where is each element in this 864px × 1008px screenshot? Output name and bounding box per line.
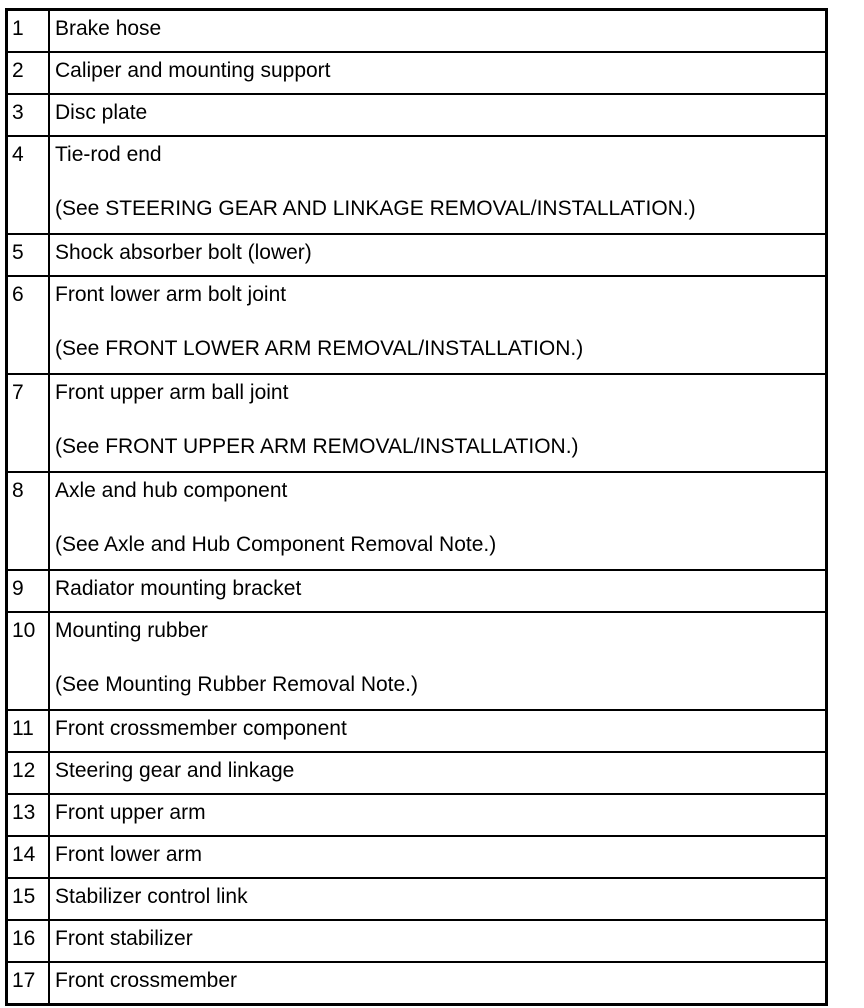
table-row [7,962,827,1005]
part-number: 4 [12,143,24,166]
table-row [7,94,827,136]
part-name: Brake hose [55,17,162,40]
part-number-cell [7,570,50,612]
part-number: 12 [12,759,36,782]
part-name: Front crossmember [55,969,238,992]
table-row [7,570,827,612]
table-row [7,836,827,878]
part-number: 15 [12,885,36,908]
part-number: 14 [12,843,36,866]
part-number-cell [7,10,50,53]
table-row [7,234,827,276]
parts-table-body [7,10,827,1005]
part-number: 8 [12,479,24,502]
part-description-cell [49,878,827,920]
table-row [7,136,827,234]
table-row [7,878,827,920]
part-name: Front stabilizer [55,927,193,950]
part-name: Stabilizer control link [55,885,248,908]
part-number-cell [7,710,50,752]
part-description-cell [49,570,827,612]
part-number: 6 [12,283,24,306]
part-name: Front lower arm bolt joint [55,283,287,306]
part-number-cell [7,962,50,1005]
part-name: Disc plate [55,101,148,124]
part-description-cell [49,52,827,94]
part-number: 13 [12,801,36,824]
part-description-cell [49,234,827,276]
part-name: Shock absorber bolt (lower) [55,241,312,264]
part-name: Mounting rubber [55,619,208,642]
part-number-cell [7,836,50,878]
table-row [7,10,827,53]
part-description-cell [49,710,827,752]
part-number-cell [7,374,50,472]
part-description-cell [49,276,827,374]
part-number-cell [7,794,50,836]
part-number-cell [7,612,50,710]
table-row [7,52,827,94]
part-name: Caliper and mounting support [55,59,331,82]
part-name: Axle and hub component [55,479,288,502]
part-number: 11 [12,717,34,740]
part-number-cell [7,276,50,374]
table-row [7,374,827,472]
part-number: 2 [12,59,24,82]
part-number-cell [7,752,50,794]
part-name: Front upper arm ball joint [55,381,289,404]
part-number: 1 [12,17,24,40]
part-description-cell [49,752,827,794]
part-number-cell [7,136,50,234]
part-reference-note: (See STEERING GEAR AND LINKAGE REMOVAL/INSTALLATION.) [55,197,696,220]
part-name: Front crossmember component [55,717,347,740]
part-number: 9 [12,577,24,600]
part-number-cell [7,94,50,136]
table-row [7,752,827,794]
part-description-cell [49,94,827,136]
part-name: Tie-rod end [55,143,162,166]
part-description-cell [49,374,827,472]
part-description-cell [49,472,827,570]
part-reference-note: (See FRONT LOWER ARM REMOVAL/INSTALLATION.) [55,337,584,360]
part-number-cell [7,920,50,962]
part-description-cell [49,136,827,234]
part-number: 7 [12,381,24,404]
part-number-cell [7,234,50,276]
part-name: Front upper arm [55,801,206,824]
part-number-cell [7,472,50,570]
table-row [7,276,827,374]
part-description-cell [49,836,827,878]
part-description-cell [49,962,827,1005]
part-name: Front lower arm [55,843,203,866]
table-row [7,794,827,836]
part-number: 3 [12,101,24,124]
parts-table [5,8,828,1006]
part-reference-note: (See Axle and Hub Component Removal Note.) [55,533,497,556]
table-row [7,920,827,962]
table-row [7,710,827,752]
part-name: Steering gear and linkage [55,759,295,782]
part-number-cell [7,52,50,94]
part-description-cell [49,920,827,962]
table-row [7,472,827,570]
part-number: 16 [12,927,36,950]
part-number: 10 [12,619,36,642]
part-number: 5 [12,241,24,264]
part-name: Radiator mounting bracket [55,577,302,600]
part-description-cell [49,794,827,836]
table-row [7,612,827,710]
part-reference-note: (See Mounting Rubber Removal Note.) [55,673,419,696]
part-number-cell [7,878,50,920]
part-description-cell [49,10,827,53]
part-reference-note: (See FRONT UPPER ARM REMOVAL/INSTALLATION.) [55,435,579,458]
part-description-cell [49,612,827,710]
part-number: 17 [12,969,36,992]
